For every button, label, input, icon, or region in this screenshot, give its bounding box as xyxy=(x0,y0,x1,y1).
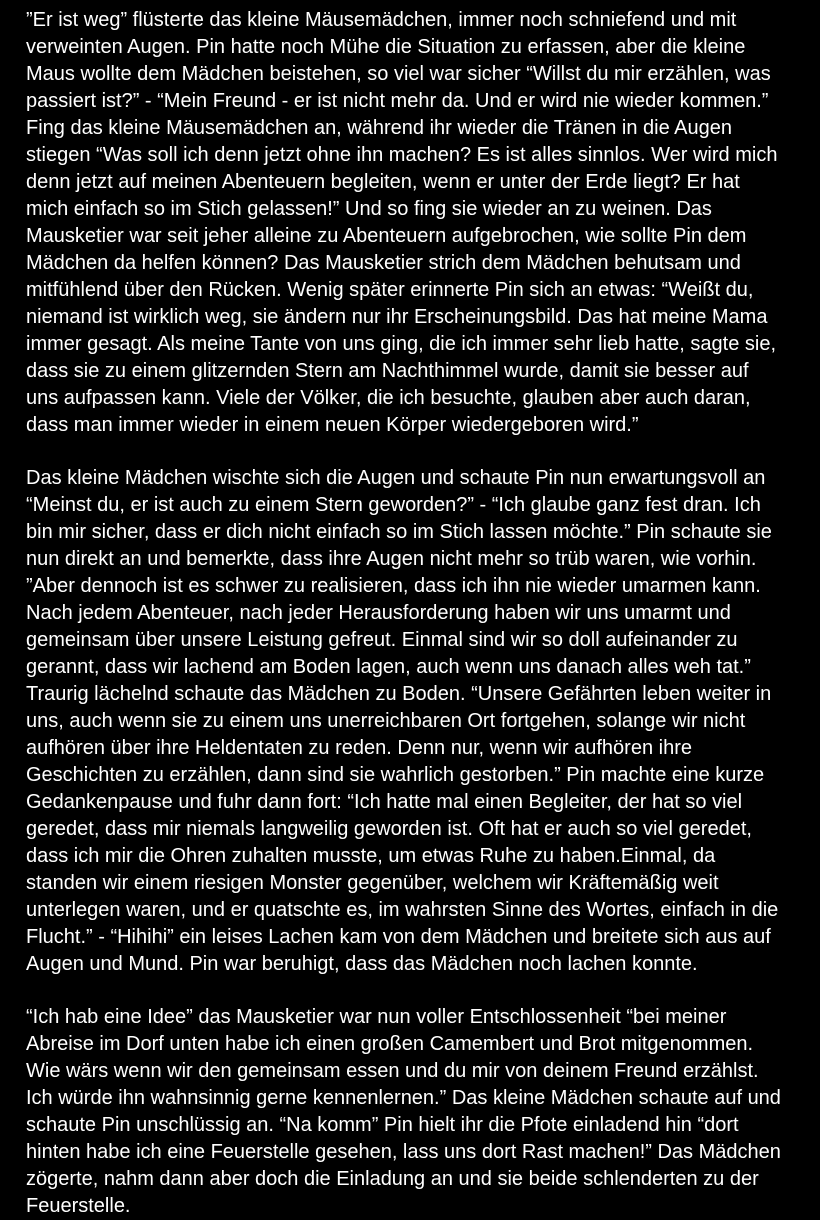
story-paragraph xyxy=(26,7,798,439)
text-line: Mädchen da helfen können? Das Mausketier strich dem Mädchen behutsam und xyxy=(26,252,741,274)
text-line: niemand ist wirklich weg, sie ändern nur ihr Erscheinungsbild. Das hat meine Mama xyxy=(26,306,768,328)
text-line: Maus wollte dem Mädchen beistehen, so viel war sicher “Willst du mir erzählen, was xyxy=(26,63,771,85)
text-line: standen wir einem riesigen Monster gegenüber, welchem wir Kräftemäßig weit xyxy=(26,872,719,894)
text-line: bin mir sicher, dass er dich nicht einfach so im Stich lassen möchte.” Pin schaute sie xyxy=(26,521,772,543)
text-line: Geschichten zu erzählen, dann sind sie wahrlich gestorben.” Pin machte eine kurze xyxy=(26,764,765,786)
text-line: Fing das kleine Mäusemädchen an, während ihr wieder die Tränen in die Augen xyxy=(26,117,732,139)
paragraph-spacer xyxy=(26,978,798,1004)
text-line: immer gesagt. Als meine Tante von uns ging, die ich immer sehr lieb hatte, sagte sie, xyxy=(26,333,777,355)
text-line: aufhören über ihre Heldentaten zu reden. Denn nur, wenn wir aufhören ihre xyxy=(26,737,692,759)
story-paragraph xyxy=(26,465,798,978)
text-line: dass man immer wieder in einem neuen Körper wiedergeboren wird.” xyxy=(26,414,639,436)
text-line: mitfühlend über den Rücken. Wenig später erinnerte Pin sich an etwas: “Weißt du, xyxy=(26,279,754,301)
text-line: Abreise im Dorf unten habe ich einen großen Camembert und Brot mitgenommen. xyxy=(26,1033,754,1055)
text-line: nun direkt an und bemerkte, dass ihre Augen nicht mehr so trüb waren, wie vorhin. xyxy=(26,548,757,570)
text-line: Das kleine Mädchen wischte sich die Augen und schaute Pin nun erwartungsvoll an xyxy=(26,467,766,489)
text-line: unterlegen waren, und er quatschte es, im wahrsten Sinne des Wortes, einfach in die xyxy=(26,899,779,921)
text-line: ”Aber dennoch ist es schwer zu realisieren, dass ich ihn nie wieder umarmen kann. xyxy=(26,575,761,597)
text-line: gemeinsam über unsere Leistung gefreut. Einmal sind wir so doll aufeinander zu xyxy=(26,629,738,651)
text-line: geredet, dass mir niemals langweilig geworden ist. Oft hat er auch so viel geredet, xyxy=(26,818,752,840)
text-line: denn jetzt auf meinen Abenteuern begleiten, wenn er unter der Erde liegt? Er hat xyxy=(26,171,740,193)
text-line: passiert ist?” - “Mein Freund - er ist nicht mehr da. Und er wird nie wieder kommen.” xyxy=(26,90,769,112)
text-line: Traurig lächelnd schaute das Mädchen zu Boden. “Unsere Gefährten leben weiter in xyxy=(26,683,772,705)
text-line: dass ich mir die Ohren zuhalten musste, um etwas Ruhe zu haben.Einmal, da xyxy=(26,845,716,867)
text-line: “Meinst du, er ist auch zu einem Stern geworden?” - “Ich glaube ganz fest dran. Ich xyxy=(26,494,761,516)
story-text xyxy=(26,7,798,1220)
text-line: Ich würde ihn wahnsinnig gerne kennenlernen.” Das kleine Mädchen schaute auf und xyxy=(26,1087,781,1109)
text-line: verweinten Augen. Pin hatte noch Mühe die Situation zu erfassen, aber die kleine xyxy=(26,36,746,58)
story-paragraph xyxy=(26,1004,798,1220)
paragraph-spacer xyxy=(26,439,798,465)
text-line: Augen und Mund. Pin war beruhigt, dass das Mädchen noch lachen konnte. xyxy=(26,953,698,975)
text-line: schaute Pin unschlüssig an. “Na komm” Pin hielt ihr die Pfote einladend hin “dort xyxy=(26,1114,739,1136)
text-line: hinten habe ich eine Feuerstelle gesehen, lass uns dort Rast machen!” Das Mädchen xyxy=(26,1141,781,1163)
text-line: Nach jedem Abenteuer, nach jeder Herausforderung haben wir uns umarmt und xyxy=(26,602,731,624)
text-line: ”Er ist weg” flüsterte das kleine Mäusemädchen, immer noch schniefend und mit xyxy=(26,9,737,31)
text-line: Gedankenpause und fuhr dann fort: “Ich hatte mal einen Begleiter, der hat so viel xyxy=(26,791,743,813)
text-line: mich einfach so im Stich gelassen!” Und so fing sie wieder an zu weinen. Das xyxy=(26,198,712,220)
text-line: Wie wärs wenn wir den gemeinsam essen und du mir von deinem Freund erzählst. xyxy=(26,1060,759,1082)
text-line: “Ich hab eine Idee” das Mausketier war nun voller Entschlossenheit “bei meiner xyxy=(26,1006,727,1028)
text-line: gerannt, dass wir lachend am Boden lagen, auch wenn uns danach alles weh tat.” xyxy=(26,656,751,678)
text-line: Flucht.” - “Hihihi” ein leises Lachen kam von dem Mädchen und breitete sich aus auf xyxy=(26,926,771,948)
text-line: stiegen “Was soll ich denn jetzt ohne ihn machen? Es ist alles sinnlos. Wer wird mich xyxy=(26,144,778,166)
text-line: zögerte, nahm dann aber doch die Einladung an und sie beide schlenderten zu der xyxy=(26,1168,759,1190)
text-line: Feuerstelle. xyxy=(26,1195,131,1217)
text-line: Mausketier war seit jeher alleine zu Abenteuern aufgebrochen, wie sollte Pin dem xyxy=(26,225,747,247)
text-line: uns aufpassen kann. Viele der Völker, die ich besuchte, glauben aber auch daran, xyxy=(26,387,751,409)
text-line: dass sie zu einem glitzernden Stern am Nachthimmel wurde, damit sie besser auf xyxy=(26,360,749,382)
text-line: uns, auch wenn sie zu einem uns unerreichbaren Ort fortgehen, solange wir nicht xyxy=(26,710,746,732)
